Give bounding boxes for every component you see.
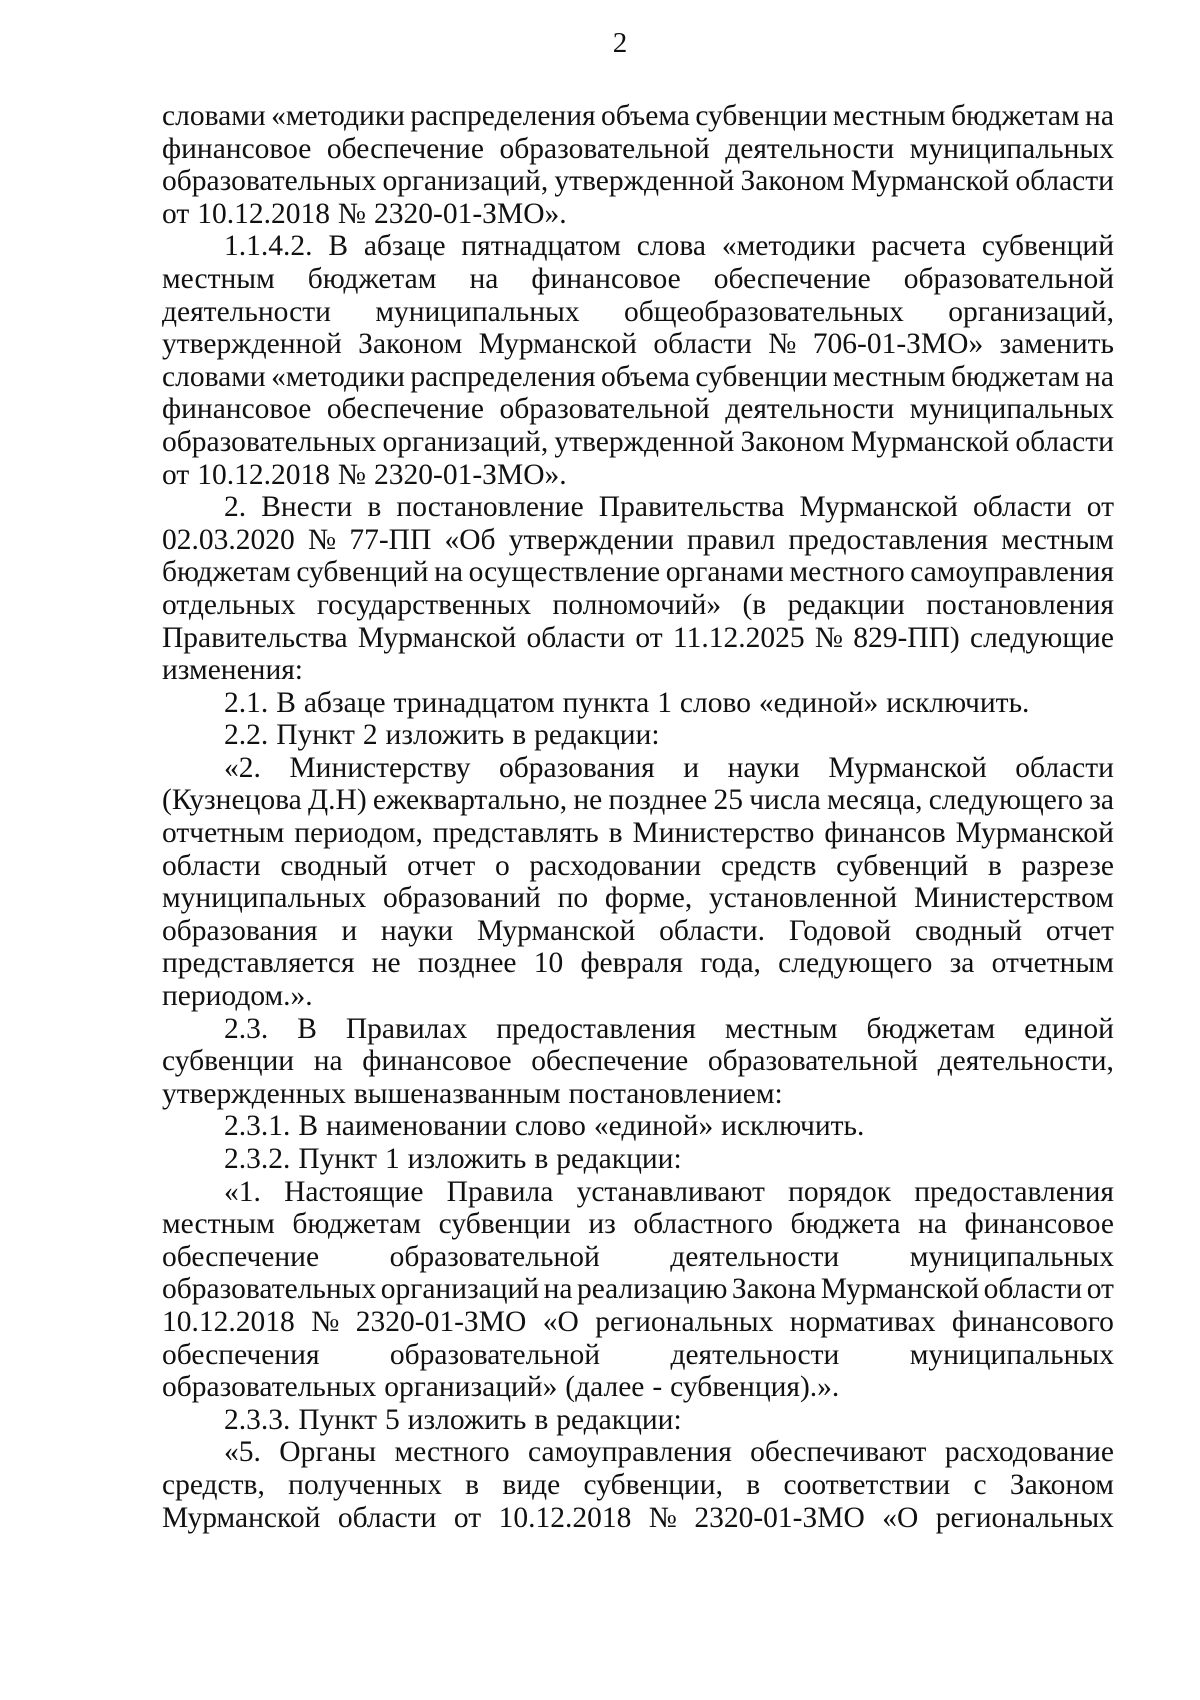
text-line: бюджетам субвенций на осуществление органами местного самоуправления [162, 556, 1114, 589]
text-line: 2. Внести в постановление Правительства Мурманской области от [224, 491, 1114, 524]
text-line: 2.3. В Правилах предоставления местным бюджетам единой [224, 1012, 1114, 1045]
text-line: «5. Органы местного самоуправления обеспечивают расходование [224, 1436, 1114, 1469]
document-body [162, 100, 1114, 1534]
text-line: изменения: [162, 654, 304, 687]
page-number: 2 [612, 27, 628, 59]
text-line: «2. Министерству образования и науки Мурманской области [224, 751, 1114, 784]
text-line: от 10.12.2018 № 2320-01-ЗМО». [162, 197, 567, 230]
text-line: субвенции на финансовое обеспечение образовательной деятельности, [162, 1045, 1114, 1078]
text-line: 2.3.2. Пункт 1 изложить в редакции: [224, 1143, 682, 1175]
text-line: представляется не позднее 10 февраля года, следующего за отчетным [162, 947, 1114, 980]
text-line: 1.1.4.2. В абзаце пятнадцатом слова «методики расчета субвенций [224, 230, 1114, 263]
text-line: области сводный отчет о расходовании средств субвенций в разрезе [162, 849, 1114, 882]
text-line: образовательных организаций, утвержденной Законом Мурманской области [162, 425, 1114, 458]
text-line: обеспечения образовательной деятельности муниципальных [162, 1338, 1114, 1371]
text-line: (Кузнецова Д.Н) ежеквартально, не позднее 25 числа месяца, следующего за [162, 784, 1114, 817]
text-line: утвержденных вышеназванным постановлением: [162, 1077, 783, 1110]
text-line: финансовое обеспечение образовательной деятельности муниципальных [162, 393, 1114, 426]
text-line: утвержденной Законом Мурманской области № 706-01-ЗМО» заменить [162, 328, 1114, 361]
text-line: 02.03.2020 № 77-ПП «Об утверждении правил предоставления местным [162, 523, 1114, 556]
text-line: Мурманской области от 10.12.2018 № 2320-01-ЗМО «О региональных [162, 1501, 1114, 1534]
text-line: деятельности муниципальных общеобразовательных организаций, [162, 295, 1114, 328]
text-line: Правительства Мурманской области от 11.12.2025 № 829-ПП) следующие [162, 621, 1114, 654]
text-line: отчетным периодом, представлять в Министерство финансов Мурманской [162, 817, 1114, 850]
text-line: местным бюджетам субвенции из областного бюджета на финансовое [162, 1208, 1114, 1241]
text-line: местным бюджетам на финансовое обеспечение образовательной [162, 262, 1114, 295]
text-line: обеспечение образовательной деятельности муниципальных [162, 1240, 1114, 1273]
text-line: образовательных организаций, утвержденной Законом Мурманской области [162, 165, 1114, 198]
text-line: периодом.». [162, 980, 313, 1013]
text-line: словами «методики распределения объема субвенции местным бюджетам на [162, 100, 1114, 132]
text-line: муниципальных образований по форме, установленной Министерством [162, 882, 1114, 915]
text-line: образования и науки Мурманской области. Годовой сводный отчет [162, 914, 1114, 947]
text-line: 2.3.3. Пункт 5 изложить в редакции: [224, 1403, 682, 1436]
text-line: от 10.12.2018 № 2320-01-ЗМО». [162, 458, 567, 491]
text-line: средств, полученных в виде субвенции, в соответствии с Законом [162, 1468, 1114, 1501]
text-line: отдельных государственных полномочий» (в редакции постановления [162, 588, 1114, 621]
text-line: финансовое обеспечение образовательной деятельности муниципальных [162, 132, 1114, 165]
text-line: 2.1. В абзаце тринадцатом пункта 1 слово «единой» исключить. [224, 686, 1030, 719]
text-line: «1. Настоящие Правила устанавливают порядок предоставления [224, 1175, 1114, 1208]
text-line: 2.2. Пункт 2 изложить в редакции: [224, 719, 660, 752]
text-line: образовательных организаций» (далее - субвенция).». [162, 1371, 840, 1404]
text-line: словами «методики распределения объема субвенции местным бюджетам на [162, 360, 1114, 393]
text-line: 10.12.2018 № 2320-01-ЗМО «О региональных нормативах финансового [162, 1305, 1114, 1338]
text-line: 2.3.1. В наименовании слово «единой» исключить. [224, 1110, 865, 1143]
text-line: образовательных организаций на реализацию Закона Мурманской области от [162, 1273, 1114, 1306]
